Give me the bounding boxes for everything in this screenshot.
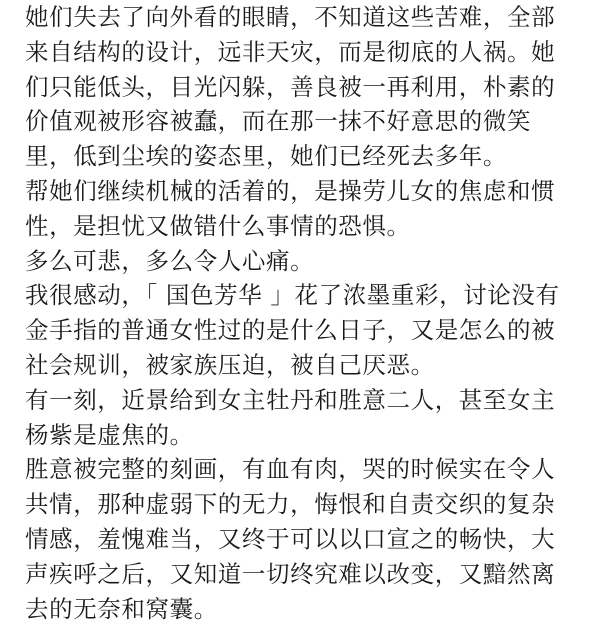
text-line: 声疾呼之后，又知道一切终究难以改变，又黯然离 <box>25 559 556 588</box>
text-line: 我很感动，「 国色芳华 」花了浓墨重彩，讨论没有 <box>25 281 560 310</box>
text-line: 性，是担忧又做错什么事情的恐惧。 <box>25 211 411 240</box>
text-line: 情感，羞愧难当，又终于可以以口宣之的畅快，大 <box>25 524 556 553</box>
text-line: 们只能低头，目光闪躲，善良被一再利用，朴素的 <box>25 72 556 101</box>
text-line: 多么可悲，多么令人心痛。 <box>25 246 315 275</box>
text-line: 里，低到尘埃的姿态里，她们已经死去多年。 <box>25 142 507 171</box>
text-line: 帮她们继续机械的活着的，是操劳儿女的焦虑和惯 <box>25 176 556 205</box>
paragraph <box>25 383 600 453</box>
paragraph <box>25 244 600 279</box>
paragraph <box>25 452 600 626</box>
paragraph <box>25 174 600 244</box>
paragraph <box>25 278 600 382</box>
text-line: 社会规训，被家族压迫，被自己厌恶。 <box>25 350 435 379</box>
text-line: 杨紫是虚焦的。 <box>25 420 194 449</box>
text-line: 共情，那种虚弱下的无力，悔恨和自责交织的复杂 <box>25 490 556 519</box>
paragraph <box>25 0 600 174</box>
text-line: 价值观被形容被蠢，而在那一抹不好意思的微笑 <box>25 107 532 136</box>
text-line: 去的无奈和窝囊。 <box>25 594 218 623</box>
text-line: 她们失去了向外看的眼睛，不知道这些苦难，全部 <box>25 3 556 31</box>
text-line: 来自结构的设计，远非天灾，而是彻底的人祸。她 <box>25 37 556 66</box>
text-line: 金手指的普通女性过的是什么日子，又是怎么的被 <box>25 316 556 345</box>
text-line: 有一刻，近景给到女主牡丹和胜意二人，甚至女主 <box>25 385 556 414</box>
text-line: 胜意被完整的刻画，有血有肉，哭的时候实在令人 <box>25 455 556 484</box>
